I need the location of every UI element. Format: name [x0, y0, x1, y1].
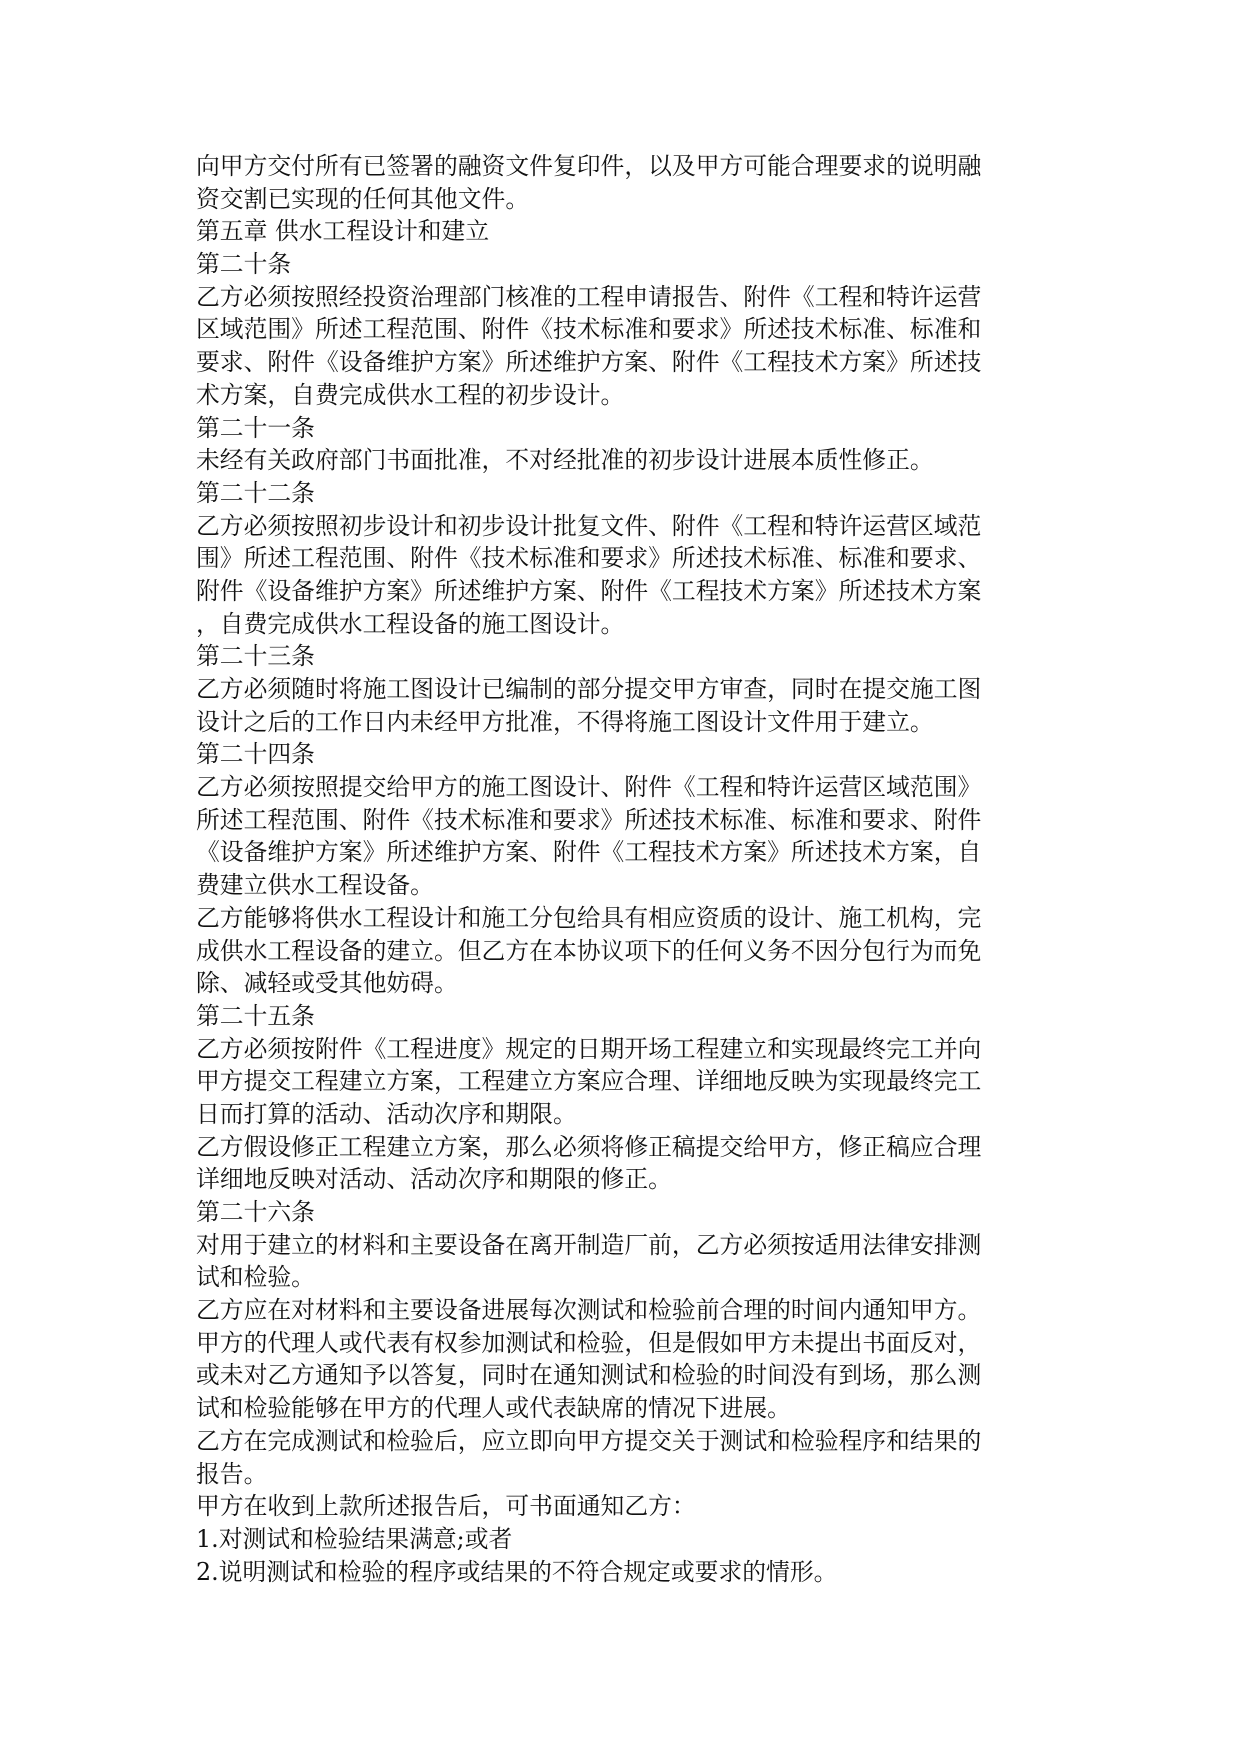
text-line: 要求、附件《设备维护方案》所述维护方案、附件《工程技术方案》所述技: [196, 348, 982, 377]
text-line: 围》所述工程范围、附件《技术标准和要求》所述技术标准、标准和要求、: [196, 544, 982, 573]
text-line: 甲方提交工程建立方案，工程建立方案应合理、详细地反映为实现最终完工: [196, 1067, 982, 1096]
text-line: 乙方能够将供水工程设计和施工分包给具有相应资质的设计、施工机构，完: [196, 903, 982, 932]
text-line: 日而打算的活动、活动次序和期限。: [196, 1099, 577, 1128]
text-line: 甲方的代理人或代表有权参加测试和检验，但是假如甲方未提出书面反对，: [196, 1328, 982, 1357]
text-line: 术方案，自费完成供水工程的初步设计。: [196, 380, 625, 409]
chapter-heading: 第五章 供水工程设计和建立: [196, 217, 490, 246]
article-heading: 第二十三条: [196, 642, 315, 671]
text-line: 乙方必须按照初步设计和初步设计批复文件、附件《工程和特许运营区域范: [196, 511, 982, 540]
text-line: 区域范围》所述工程范围、附件《技术标准和要求》所述技术标准、标准和: [196, 315, 982, 344]
text-line: 设计之后的工作日内未经甲方批准，不得将施工图设计文件用于建立。: [196, 707, 934, 736]
text-line: 附件《设备维护方案》所述维护方案、附件《工程技术方案》所述技术方案: [196, 576, 982, 605]
text-line: 除、减轻或受其他妨碍。: [196, 969, 458, 998]
text-line: 乙方在完成测试和检验后，应立即向甲方提交关于测试和检验程序和结果的: [196, 1426, 982, 1455]
text-line: 《设备维护方案》所述维护方案、附件《工程技术方案》所述技术方案，自: [196, 838, 982, 867]
text-line: 向甲方交付所有已签署的融资文件复印件，以及甲方可能合理要求的说明融: [196, 152, 982, 180]
text-line: 所述工程范围、附件《技术标准和要求》所述技术标准、标准和要求、附件: [196, 805, 982, 834]
text-line: 未经有关政府部门书面批准，不对经批准的初步设计进展本质性修正。: [196, 446, 934, 475]
text-line: 或未对乙方通知予以答复，同时在通知测试和检验的时间没有到场，那么测: [196, 1361, 982, 1390]
article-heading: 第二十条: [196, 250, 292, 279]
text-line: ，自费完成供水工程设备的施工图设计。: [196, 609, 625, 638]
article-heading: 第二十五条: [196, 1001, 315, 1030]
article-heading: 第二十二条: [196, 478, 315, 507]
document-page: [196, 150, 1028, 1588]
text-line: 乙方假设修正工程建立方案，那么必须将修正稿提交给甲方，修正稿应合理: [196, 1132, 982, 1161]
text-line: 乙方应在对材料和主要设备进展每次测试和检验前合理的时间内通知甲方。: [196, 1296, 982, 1325]
text-line: 甲方在收到上款所述报告后，可书面通知乙方：: [196, 1492, 696, 1521]
text-line: 报告。: [196, 1459, 268, 1488]
text-line: 对用于建立的材料和主要设备在离开制造厂前，乙方必须按适用法律安排测: [196, 1230, 982, 1259]
list-item: 2.说明测试和检验的程序或结果的不符合规定或要求的情形。: [196, 1557, 838, 1586]
article-heading: 第二十一条: [196, 413, 315, 442]
text-line: 试和检验能够在甲方的代理人或代表缺席的情况下进展。: [196, 1394, 791, 1423]
text-line: 乙方必须按附件《工程进度》规定的日期开场工程建立和实现最终完工并向: [196, 1034, 982, 1063]
text-line: 成供水工程设备的建立。但乙方在本协议项下的任何义务不因分包行为而免: [196, 936, 982, 965]
text-line: 乙方必须按照经投资治理部门核准的工程申请报告、附件《工程和特许运营: [196, 282, 982, 311]
text-line: 资交割已实现的任何其他文件。: [196, 184, 530, 213]
text-line: 费建立供水工程设备。: [196, 871, 434, 900]
article-heading: 第二十四条: [196, 740, 315, 769]
list-item: 1.对测试和检验结果满意;或者: [196, 1524, 513, 1553]
text-line: 试和检验。: [196, 1263, 315, 1292]
text-line: 乙方必须按照提交给甲方的施工图设计、附件《工程和特许运营区域范围》: [196, 773, 982, 802]
text-line: 详细地反映对活动、活动次序和期限的修正。: [196, 1165, 672, 1194]
text-line: 乙方必须随时将施工图设计已编制的部分提交甲方审查，同时在提交施工图: [196, 675, 982, 703]
article-heading: 第二十六条: [196, 1198, 315, 1226]
